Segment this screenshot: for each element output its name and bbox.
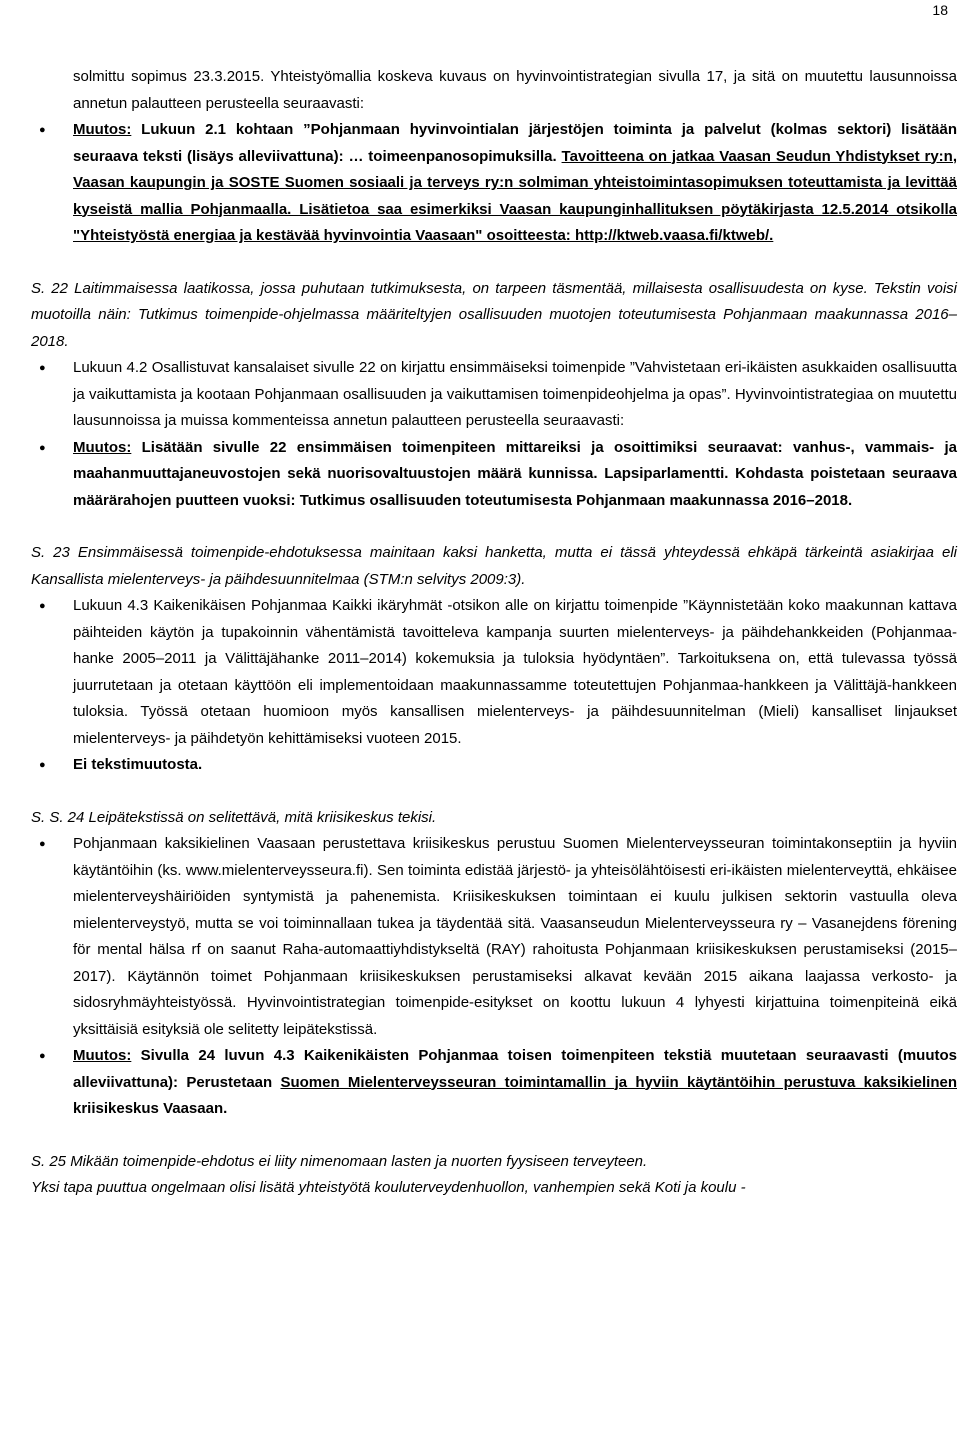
section2-heading-text: S. 22 Laitimmaisessa laatikossa, jossa puhutaan tutkimuksesta, on tarpeen täsmentää, millaisesta osallisuudesta on kyse. (31, 279, 868, 297)
section2-bullet-1: ● Lukuun 4.2 Osallistuvat kansalaiset sivulle 22 on kirjattu ensimmäiseksi toimenpide ”Vahvistetaan eri-ikäisten asukkaiden osallisuutta ja vaikuttamista ja kootaan Pohjanmaan osallisuuden ja vaikuttamisen toimenpideohjelma ja opas”. Hyvinvointistrategiaa on muutettu lausunnoissa ja muissa kommenteissa annetun palautteen perusteella seuraavasti: (31, 355, 957, 435)
change-tail-text: kriisikeskus Vaasaan. (73, 1100, 228, 1117)
change-added-text: Tavoitteena on jatkaa Vaasan Seudun Yhdistykset ry:n, Vaasan kaupungin ja SOSTE Suomen sosiaali ja terveys ry:n solmiman yhteistoimintasopimuksen toteuttamista ja levittää kyseistä mallia Pohjanmaalla. Lisätietoa saa esimerkiksi Vaasan kaupunginhallituksen pöytäkirjasta 12.5.2014 otsikolla "Yhteistyöstä energiaa ja kestävää hyvinvointia Vaasaan" osoitteesta: http://ktweb.vaasa.fi/ktweb/. (73, 147, 957, 244)
change-label: Muutos: (73, 1047, 132, 1064)
document-body (31, 64, 957, 1202)
change-underlined-text: Suomen Mielenterveysseuran toimintamallin ja hyviin käytäntöihin perustuva kaksikielinen (280, 1073, 957, 1091)
change-text: Lukuun 2.1 kohtaan ”Pohjanmaan hyvinvointialan järjestöjen toiminta ja palvelut (kolmas sektori) lisätään seuraava teksti (lisäys alleviivattuna): … toimeenpanosopimuksilla. (73, 121, 957, 165)
section4-bullet-2 (31, 1043, 957, 1123)
section3-bullet-2: ● Ei tekstimuutosta. (31, 752, 957, 779)
section3-bullet-1: ● Lukuun 4.3 Kaikenikäisen Pohjanmaa Kaikki ikäryhmät -otsikon alle on kirjattu toimenpide ”Käynnistetään koko maakunnan kattava päihteiden käytön ja tupakoinnin vähentämistä tavoitteleva kampanja suurten mielenterveys- ja päihdehankkeiden (Pohjanmaa-hanke 2005–2011 ja Välittäjähanke 2011–2014) kokemuksia ja tuloksia hyödyntäen”. Tarkoituksena on, että tulevassa työssä juurrutetaan ja otetaan käyttöön eli implementoidaan maakunnassamme toteutettujen Pohjanmaa-hankkeen ja Välittäjä-hankkeen tuloksia. Työssä otetaan huomioon myös kansallisen mielenterveys- ja päihdesuunnitelman (Mieli) kansalliset linjaukset mielenterveys- ja päihdetyön kehittämiseksi vuoteen 2015. (31, 593, 957, 752)
section5-heading: S. 25 Mikään toimenpide-ehdotus ei liity nimenomaan lasten ja nuorten fyysiseen terveyteen. (31, 1152, 648, 1170)
section3-heading: S. 23 Ensimmäisessä toimenpide-ehdotuksessa mainitaan kaksi hanketta, mutta ei tässä yhteydessä ehkäpä tärkeintä asiakirjaa eli Kansallista mielenterveys- ja päihdesuunnitelmaa (STM:n selvitys 2009:3). (31, 544, 957, 588)
section1-change-item (31, 117, 957, 250)
section4-bullet-1: ● Pohjanmaan kaksikielinen Vaasaan perustettava kriisikeskus perustuu Suomen Mielenterveysseuran toimintakonseptiin ja hyviin käytäntöihin (ks. www.mielenterveysseura.fi). Sen toiminta edistää järjestö- ja yhteisölähtöisesti eri-ikäisten mielenterveyttä, ehkäisee mielenterveyshäiriöiden syntymistä ja pahenemista. Kriisikeskuksen toimintaan ei kuulu julkisen sektorin vastuulla oleva mielenterveystyö, mutta se voi toiminnallaan tukea ja täydentää sitä. Vaasanseudun Mielenterveysseura ry – Vasanejdens förening för mental hälsa rf on saanut Raha-automaattiyhdistykseltä (RAY) rahoitusta Pohjanmaan kriisikeskuksen perustamiseksi (2015–2017). Käytännön toimet Pohjanmaan kriisikeskuksen perustamiseksi alkavat kevään 2015 aikana laajassa verkosto- ja sidosryhmäyhteistyössä. Hyvinvointistrategian toimenpide-esitykset on koottu lukuun 4 lyhyesti kirjattuina toimenpiteinä eikä yksittäisiä esityksiä ole selitetty leipätekstissä. (31, 831, 957, 1043)
change-text: Lisätään sivulle 22 ensimmäisen toimenpiteen mittareiksi ja osoittimiksi seuraavat: vanhus-, vammais- ja maahanmuuttajaneuvostojen sekä nuorisovaltuustojen määrä kunnissa. Lapsiparlamentti. Kohdasta poistetaan seuraava määrärahojen puutteen vuoksi: Tutkimus osallisuuden toteutumisesta Pohjanmaan maakunnassa 2016–2018. (73, 438, 957, 509)
change-text: Sivulla 24 luvun 4.3 Kaikenikäisten Pohjanmaa toisen toimenpiteen tekstiä muutetaan seuraavasti (muutos alleviivattuna): Perustetaan (73, 1047, 957, 1091)
section2-heading (31, 276, 957, 356)
change-label: Muutos: (73, 121, 132, 138)
section2-heading-tail: Tekstin voisi muotoilla näin: Tutkimus toimenpide-ohjelmassa määriteltyjen osallisuuden muotojen toteutumisesta Pohjanmaan maakunnassa 2016–2018. (31, 279, 958, 350)
page-number: 18 (932, 2, 948, 18)
section2-bullet-2 (31, 435, 957, 515)
section4-heading: S. S. 24 Leipätekstissä on selitettävä, mitä kriisikeskus tekisi. (31, 808, 437, 826)
section5-line-2: Yksi tapa puuttua ongelmaan olisi lisätä yhteistyötä kouluterveydenhuollon, vanhempien sekä Koti ja koulu - (31, 1179, 746, 1196)
section1-intro: solmittu sopimus 23.3.2015. Yhteistyömallia koskeva kuvaus on hyvinvointistrategian sivulla 17, ja sitä on muutettu lausunnoissa annetun palautteen perusteella seuraavasti: (73, 68, 957, 112)
change-label: Muutos: (73, 438, 132, 456)
